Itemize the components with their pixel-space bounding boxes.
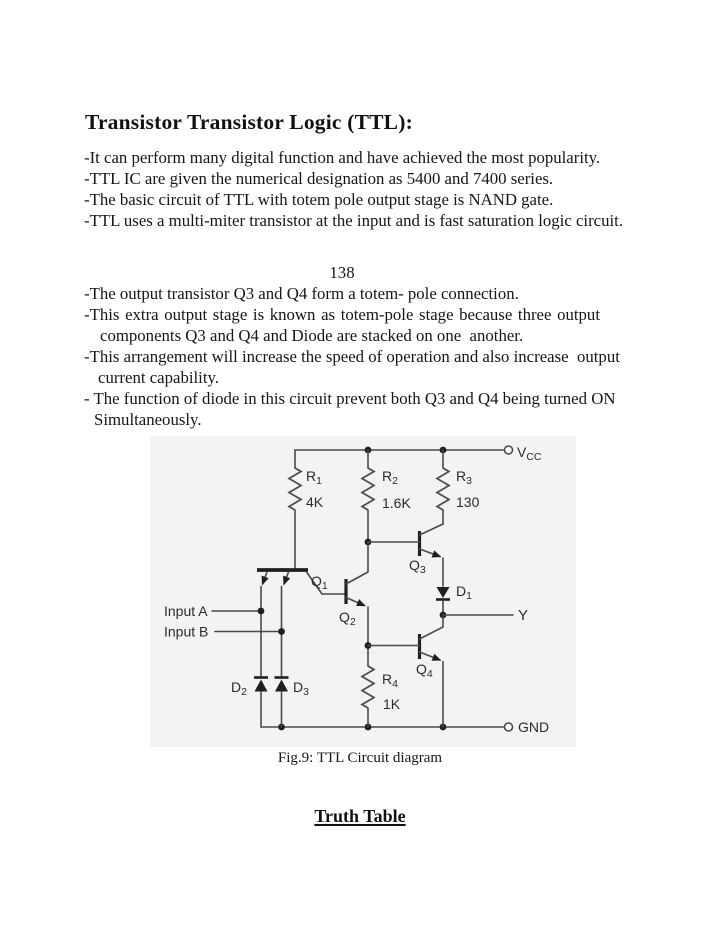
page-title: Transistor Transistor Logic (TTL): bbox=[85, 110, 413, 134]
diode-d1 bbox=[436, 587, 450, 615]
intro-line-1: -It can perform many digital function and have achieved the most popularity. bbox=[84, 148, 601, 167]
transistor-q2 bbox=[346, 542, 371, 649]
r3-label: $R_3$ bbox=[456, 468, 472, 487]
input-b-label: Input B bbox=[164, 623, 209, 640]
body-line-7: Simultaneously. bbox=[94, 410, 202, 429]
r4-value: 1K bbox=[383, 696, 401, 712]
q3-label: $Q_3$ bbox=[409, 557, 426, 576]
page-number: 138 bbox=[329, 263, 355, 282]
body-line-6: - The function of diode in this circuit prevent both Q3 and Q4 being turned ON bbox=[84, 389, 616, 408]
q4-label: $Q_4$ bbox=[416, 661, 433, 680]
input-a-label: Input A bbox=[164, 603, 208, 619]
truth-table-heading bbox=[160, 806, 560, 827]
intro-line-3: -The basic circuit of TTL with totem pole output stage is NAND gate. bbox=[84, 190, 554, 209]
resistor-r4 bbox=[362, 646, 374, 728]
transistor-q3 bbox=[368, 524, 443, 586]
r2-label: $R_2$ bbox=[382, 468, 398, 487]
body-line-4: -This arrangement will increase the speed of operation and also increase output bbox=[84, 347, 620, 366]
truth-table-text: Truth Table bbox=[314, 806, 406, 826]
vcc-terminal bbox=[505, 446, 513, 454]
vcc-rail bbox=[295, 446, 513, 454]
q2-label: $Q_2$ bbox=[339, 609, 356, 628]
r4-label: $R_4$ bbox=[382, 671, 398, 690]
transistor-q1 bbox=[257, 570, 346, 594]
intro-line-2: -TTL IC are given the numerical designation as 5400 and 7400 series. bbox=[84, 169, 554, 188]
output-y-wire bbox=[440, 612, 513, 619]
input-b-wire bbox=[215, 587, 285, 677]
body-line-2: -This extra output stage is known as totem-pole stage because three output bbox=[84, 305, 600, 324]
diode-d2 bbox=[254, 678, 268, 728]
resistor-r2 bbox=[362, 450, 374, 545]
d2-label: $D_2$ bbox=[231, 679, 247, 698]
r2-value: 1.6K bbox=[382, 495, 411, 511]
body-line-3: components Q3 and Q4 and Diode are stacked on one another. bbox=[100, 326, 524, 345]
q1-label: $Q_1$ bbox=[311, 573, 328, 592]
gnd-label: GND bbox=[518, 719, 550, 735]
output-y-label: Y bbox=[518, 607, 529, 624]
figure-caption: Fig.9: TTL Circuit diagram bbox=[277, 750, 443, 766]
body-line-5: current capability. bbox=[98, 368, 219, 387]
r1-value: 4K bbox=[306, 494, 324, 510]
resistor-r3 bbox=[437, 450, 449, 524]
r3-value: 130 bbox=[456, 494, 480, 510]
d1-label: $D_1$ bbox=[456, 583, 472, 602]
intro-line-4: -TTL uses a multi-miter transistor at the input and is fast saturation logic circuit. bbox=[84, 211, 624, 230]
gnd-rail bbox=[261, 723, 513, 731]
body-line-1: -The output transistor Q3 and Q4 form a totem- pole connection. bbox=[84, 284, 519, 303]
diode-d3 bbox=[275, 678, 289, 728]
d3-label: $D_3$ bbox=[293, 679, 309, 698]
gnd-terminal bbox=[505, 723, 513, 731]
r1-label: $R_1$ bbox=[306, 468, 322, 487]
vcc-label: $V_{CC}$ bbox=[517, 444, 542, 463]
resistor-r1 bbox=[289, 450, 301, 568]
